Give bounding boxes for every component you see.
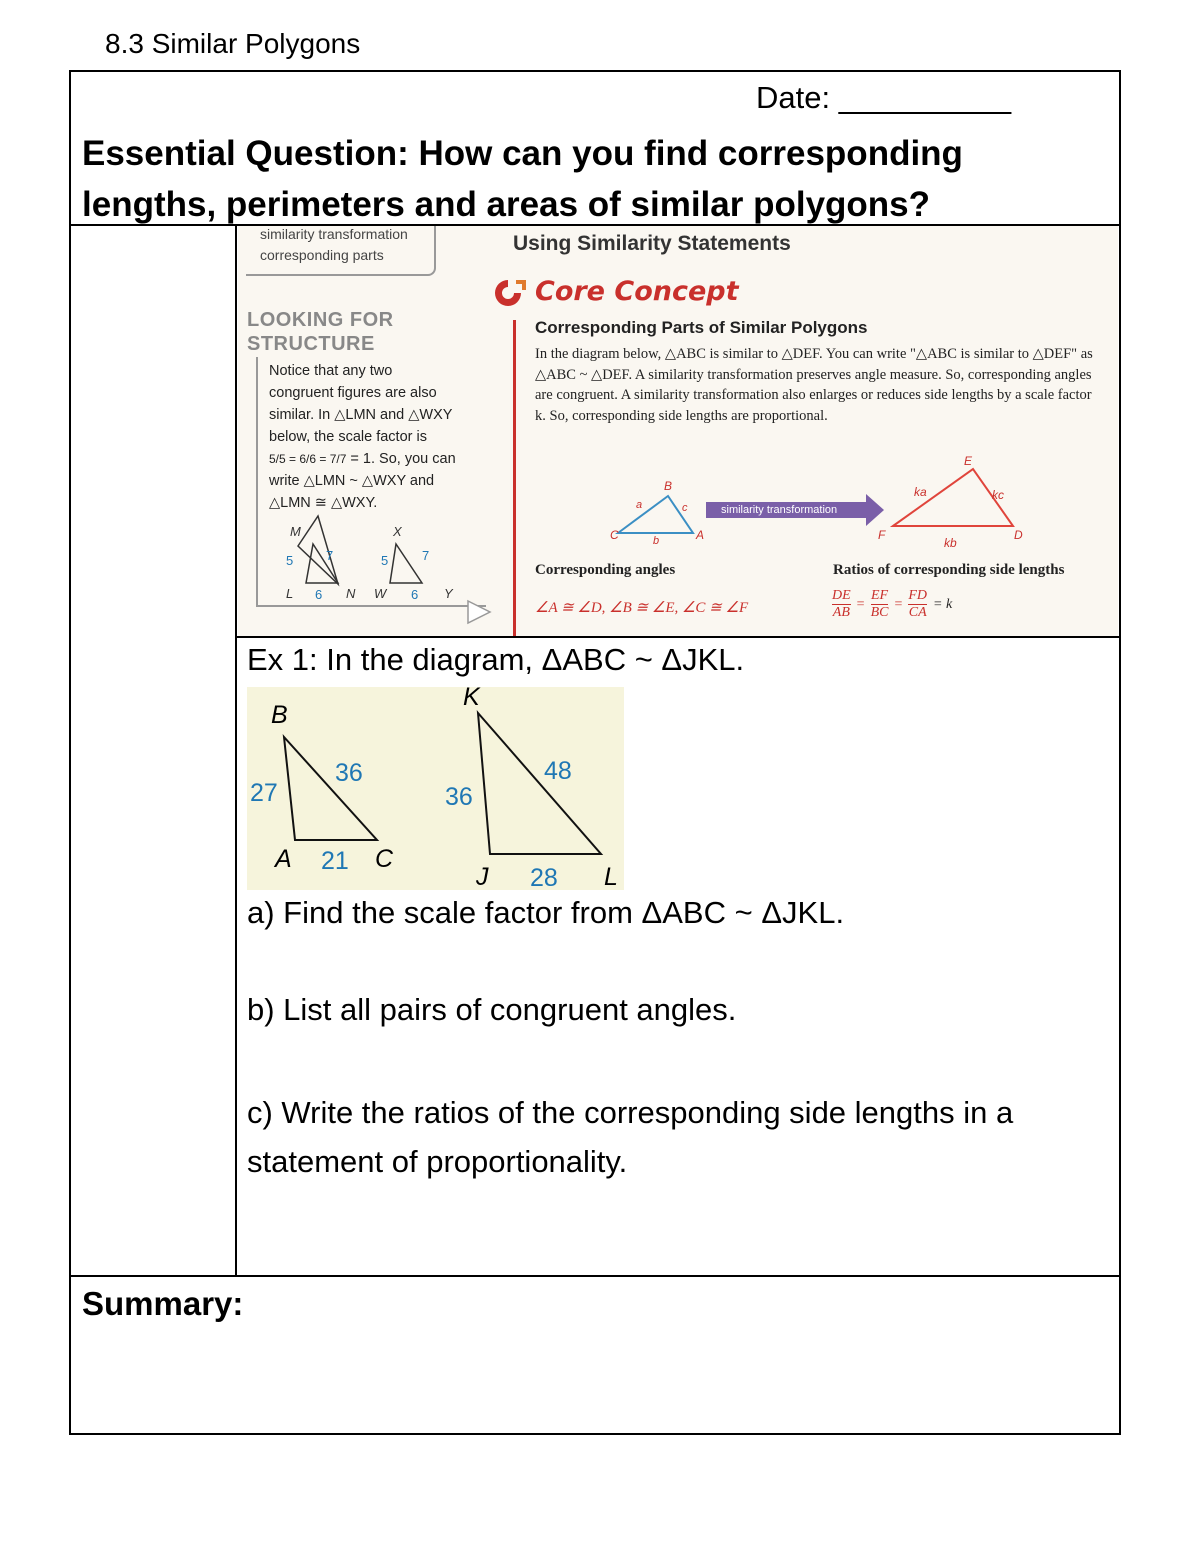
side-JL: 28 — [530, 864, 558, 892]
label-kb: kb — [944, 536, 957, 550]
question-a: a) Find the scale factor from ΔABC ~ ΔJKL. — [247, 895, 845, 930]
looking-for-structure-text: Notice that any two congruent figures are also similar. In △LMN and △WXY below, the scale factor is 5/5 = 6/6 = 7/7 = 1. So, you can write △LMN ~ △WXY and △LMN ≅ △WXY. — [269, 363, 456, 511]
page-header: 8.3 Similar Polygons — [105, 28, 361, 59]
side-BC: 36 — [335, 759, 363, 787]
essential-question: Essential Question: How can you find corresponding lengths, perimeters and areas of similar polygons? — [82, 134, 963, 224]
textbook-excerpt — [238, 226, 1118, 636]
side-6-wxy: 6 — [411, 587, 419, 602]
vertex-y: Y — [444, 586, 453, 601]
question-b: b) List all pairs of congruent angles. — [247, 992, 737, 1027]
small-similar-triangles — [238, 226, 498, 636]
summary-label: Summary: — [82, 1285, 244, 1322]
date-field[interactable]: Date: __________ — [756, 80, 1012, 115]
concept-subtitle: Corresponding Parts of Similar Polygons — [535, 318, 868, 337]
side-7-lmn: 7 — [326, 548, 334, 563]
example-triangles — [247, 687, 624, 890]
label-b: b — [653, 535, 660, 547]
side-JK: 36 — [445, 783, 473, 811]
label-C: C — [610, 528, 619, 542]
side-5-lmn: 5 — [286, 553, 294, 568]
core-concept-icon — [488, 276, 528, 310]
side-6-lmn: 6 — [315, 587, 323, 602]
label-c: c — [682, 502, 688, 514]
label-A: A — [696, 528, 705, 542]
label-D: D — [1014, 528, 1023, 542]
vocab-term: corresponding parts — [260, 247, 384, 263]
label-kc: kc — [992, 488, 1004, 502]
triangle-abc — [284, 737, 377, 840]
vertex-n: N — [346, 586, 356, 601]
side-7-wxy: 7 — [422, 548, 430, 563]
corresponding-angles: ∠A ≅ ∠D, ∠B ≅ ∠E, ∠C ≅ ∠F — [535, 600, 749, 616]
vertex-L: L — [604, 863, 618, 891]
vertex-w: W — [374, 586, 387, 601]
section-title: Using Similarity Statements — [513, 232, 791, 255]
vertex-A: A — [275, 845, 292, 873]
looking-for-structure-heading: LOOKING FOR STRUCTURE — [247, 309, 394, 355]
label-a: a — [636, 499, 643, 511]
side-AC: 21 — [321, 847, 349, 875]
summary-area[interactable] — [82, 1330, 1112, 1425]
label-B: B — [664, 479, 673, 493]
side-AB: 27 — [250, 779, 278, 807]
rule-above-summary — [69, 1275, 1121, 1277]
side-5-wxy: 5 — [381, 553, 389, 568]
concept-paragraph: In the diagram below, △ABC is similar to △DEF. You can write "△ABC is similar to △DEF" as △ABC ~ △DEF. A similarity transformation preserves angle measure. So, corresponding angles are congruent. A similarity transformation also enlarges or reduces side lengths by a scale factor k. So, corresponding side lengths are proportional. — [535, 346, 1093, 424]
arrow-label: similarity transformation — [721, 504, 838, 516]
example-heading: Ex 1: In the diagram, ΔABC ~ ΔJKL. — [247, 642, 745, 677]
rule-under-textbook — [236, 636, 1121, 638]
side-KL: 48 — [544, 757, 572, 785]
cue-column-divider — [235, 224, 237, 1277]
vertex-l: L — [286, 586, 294, 601]
vertex-B: B — [271, 701, 288, 729]
ratios-equation: $\frac{DE}{AB}$ = $\frac{EF}{BC}$ = $\frac{FD}{CA}$ = k — [832, 588, 953, 620]
label-F: F — [878, 528, 886, 542]
triangle-jkl — [478, 713, 601, 854]
vertex-m: M — [290, 524, 301, 539]
vertex-x: X — [393, 524, 402, 539]
label-ka: ka — [914, 485, 927, 499]
vertex-J: J — [476, 863, 489, 891]
vertex-K: K — [463, 683, 480, 711]
triangle-wxy — [390, 544, 422, 583]
core-concept-title: Core Concept — [535, 276, 739, 307]
core-concept-bar — [513, 320, 516, 636]
corresponding-angles-label: Corresponding angles — [535, 562, 676, 578]
ratios-label: Ratios of corresponding side lengths — [833, 562, 1065, 578]
vocab-term: similarity transformation — [260, 226, 408, 242]
example-diagram — [247, 683, 624, 892]
label-E: E — [964, 454, 973, 468]
vertex-C: C — [375, 845, 394, 873]
question-c: c) Write the ratios of the corresponding side lengths in a statement of proportionality. — [247, 1095, 1014, 1179]
